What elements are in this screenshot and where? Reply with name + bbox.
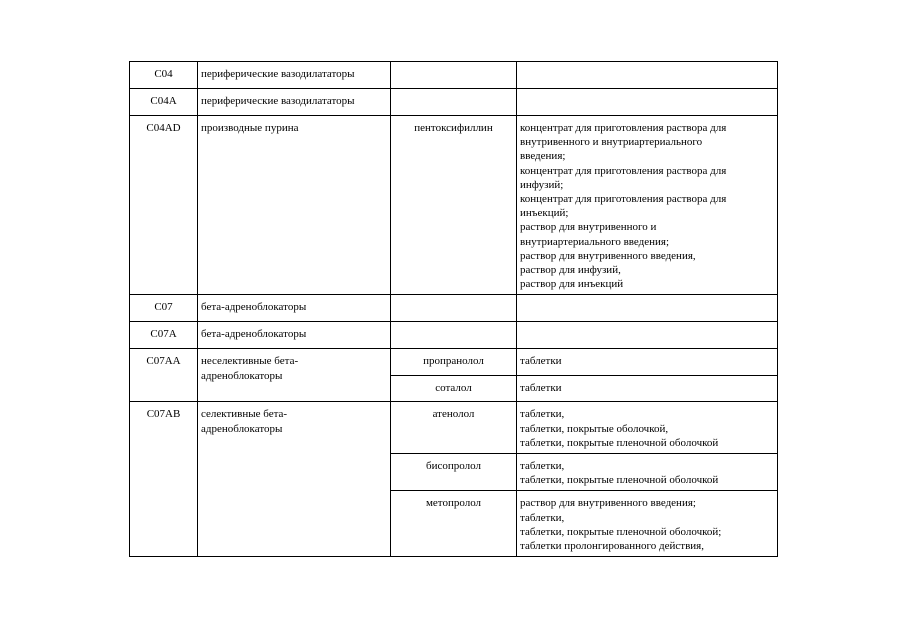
dosage-form-line: инфузий; <box>520 178 564 191</box>
atc-code: C07A <box>130 322 198 349</box>
dosage-form <box>517 295 778 322</box>
table-row <box>130 295 778 322</box>
dosage-form <box>517 454 778 491</box>
dosage-form-line: инъекций; <box>520 207 569 220</box>
drug-name <box>391 322 517 349</box>
dosage-form-line: таблетки, <box>520 408 565 421</box>
table-row <box>130 322 778 349</box>
pharmacological-group: периферические вазодилататоры <box>198 62 391 89</box>
table-row <box>130 116 778 295</box>
drug-name: пентоксифиллин <box>391 116 517 295</box>
drug-name: атенолол <box>391 402 517 454</box>
atc-code: C07AA <box>130 349 198 402</box>
dosage-form-line: таблетки, <box>520 511 565 524</box>
table-row <box>130 402 778 454</box>
dosage-form: таблетки <box>517 376 778 402</box>
dosage-form <box>517 116 778 295</box>
atc-code: C07 <box>130 295 198 322</box>
dosage-form <box>517 402 778 454</box>
drug-name <box>391 89 517 116</box>
dosage-form <box>517 491 778 557</box>
dosage-form <box>517 62 778 89</box>
dosage-form-line: внутривенного и внутриартериального <box>520 136 703 149</box>
group-line: селективные бета- <box>201 408 288 421</box>
pharmacological-group: периферические вазодилататоры <box>198 89 391 116</box>
dosage-form-line: таблетки пролонгированного действия, <box>520 540 704 553</box>
dosage-form-line: концентрат для приготовления раствора для <box>520 193 727 206</box>
drug-name: пропранолол <box>391 349 517 376</box>
dosage-form: таблетки <box>517 349 778 376</box>
drug-name: бисопролол <box>391 454 517 491</box>
dosage-form-line: концентрат для приготовления раствора для <box>520 164 727 177</box>
table-row <box>130 62 778 89</box>
dosage-form-line: раствор для внутривенного введения, <box>520 249 696 262</box>
pharmacological-group <box>198 402 391 557</box>
drug-table <box>129 61 778 557</box>
drug-name: соталол <box>391 376 517 402</box>
group-line: адреноблокаторы <box>201 422 283 435</box>
dosage-form-line: раствор для внутривенного введения; <box>520 497 696 510</box>
drug-name: метопролол <box>391 491 517 557</box>
dosage-form-line: таблетки, <box>520 460 565 473</box>
dosage-form-line: введения; <box>520 150 566 163</box>
dosage-form-line: внутриартериального введения; <box>520 235 670 248</box>
dosage-form <box>517 322 778 349</box>
dosage-form-line: раствор для инъекций <box>520 278 624 291</box>
pharmacological-group: бета-адреноблокаторы <box>198 295 391 322</box>
dosage-form-line: таблетки, покрытые пленочной оболочкой <box>520 474 719 487</box>
atc-code: C04A <box>130 89 198 116</box>
drug-name <box>391 295 517 322</box>
dosage-form <box>517 89 778 116</box>
pharmacological-group <box>198 349 391 402</box>
atc-code: C04 <box>130 62 198 89</box>
atc-code: C07AB <box>130 402 198 557</box>
dosage-form-line: раствор для внутривенного и <box>520 221 657 234</box>
dosage-form-line: таблетки, покрытые пленочной оболочкой <box>520 436 719 449</box>
dosage-form-line: раствор для инфузий, <box>520 264 621 277</box>
table-row <box>130 89 778 116</box>
dosage-form-line: концентрат для приготовления раствора для <box>520 122 727 134</box>
pharmacological-group: бета-адреноблокаторы <box>198 322 391 349</box>
dosage-form-line: таблетки, покрытые пленочной оболочкой; <box>520 525 722 538</box>
group-line: адреноблокаторы <box>201 369 283 382</box>
table-row <box>130 349 778 376</box>
drug-name <box>391 62 517 89</box>
atc-code: C04AD <box>130 116 198 295</box>
dosage-form-line: таблетки, покрытые оболочкой, <box>520 422 669 435</box>
group-line: неселективные бета- <box>201 355 299 368</box>
pharmacological-group: производные пурина <box>198 116 391 295</box>
